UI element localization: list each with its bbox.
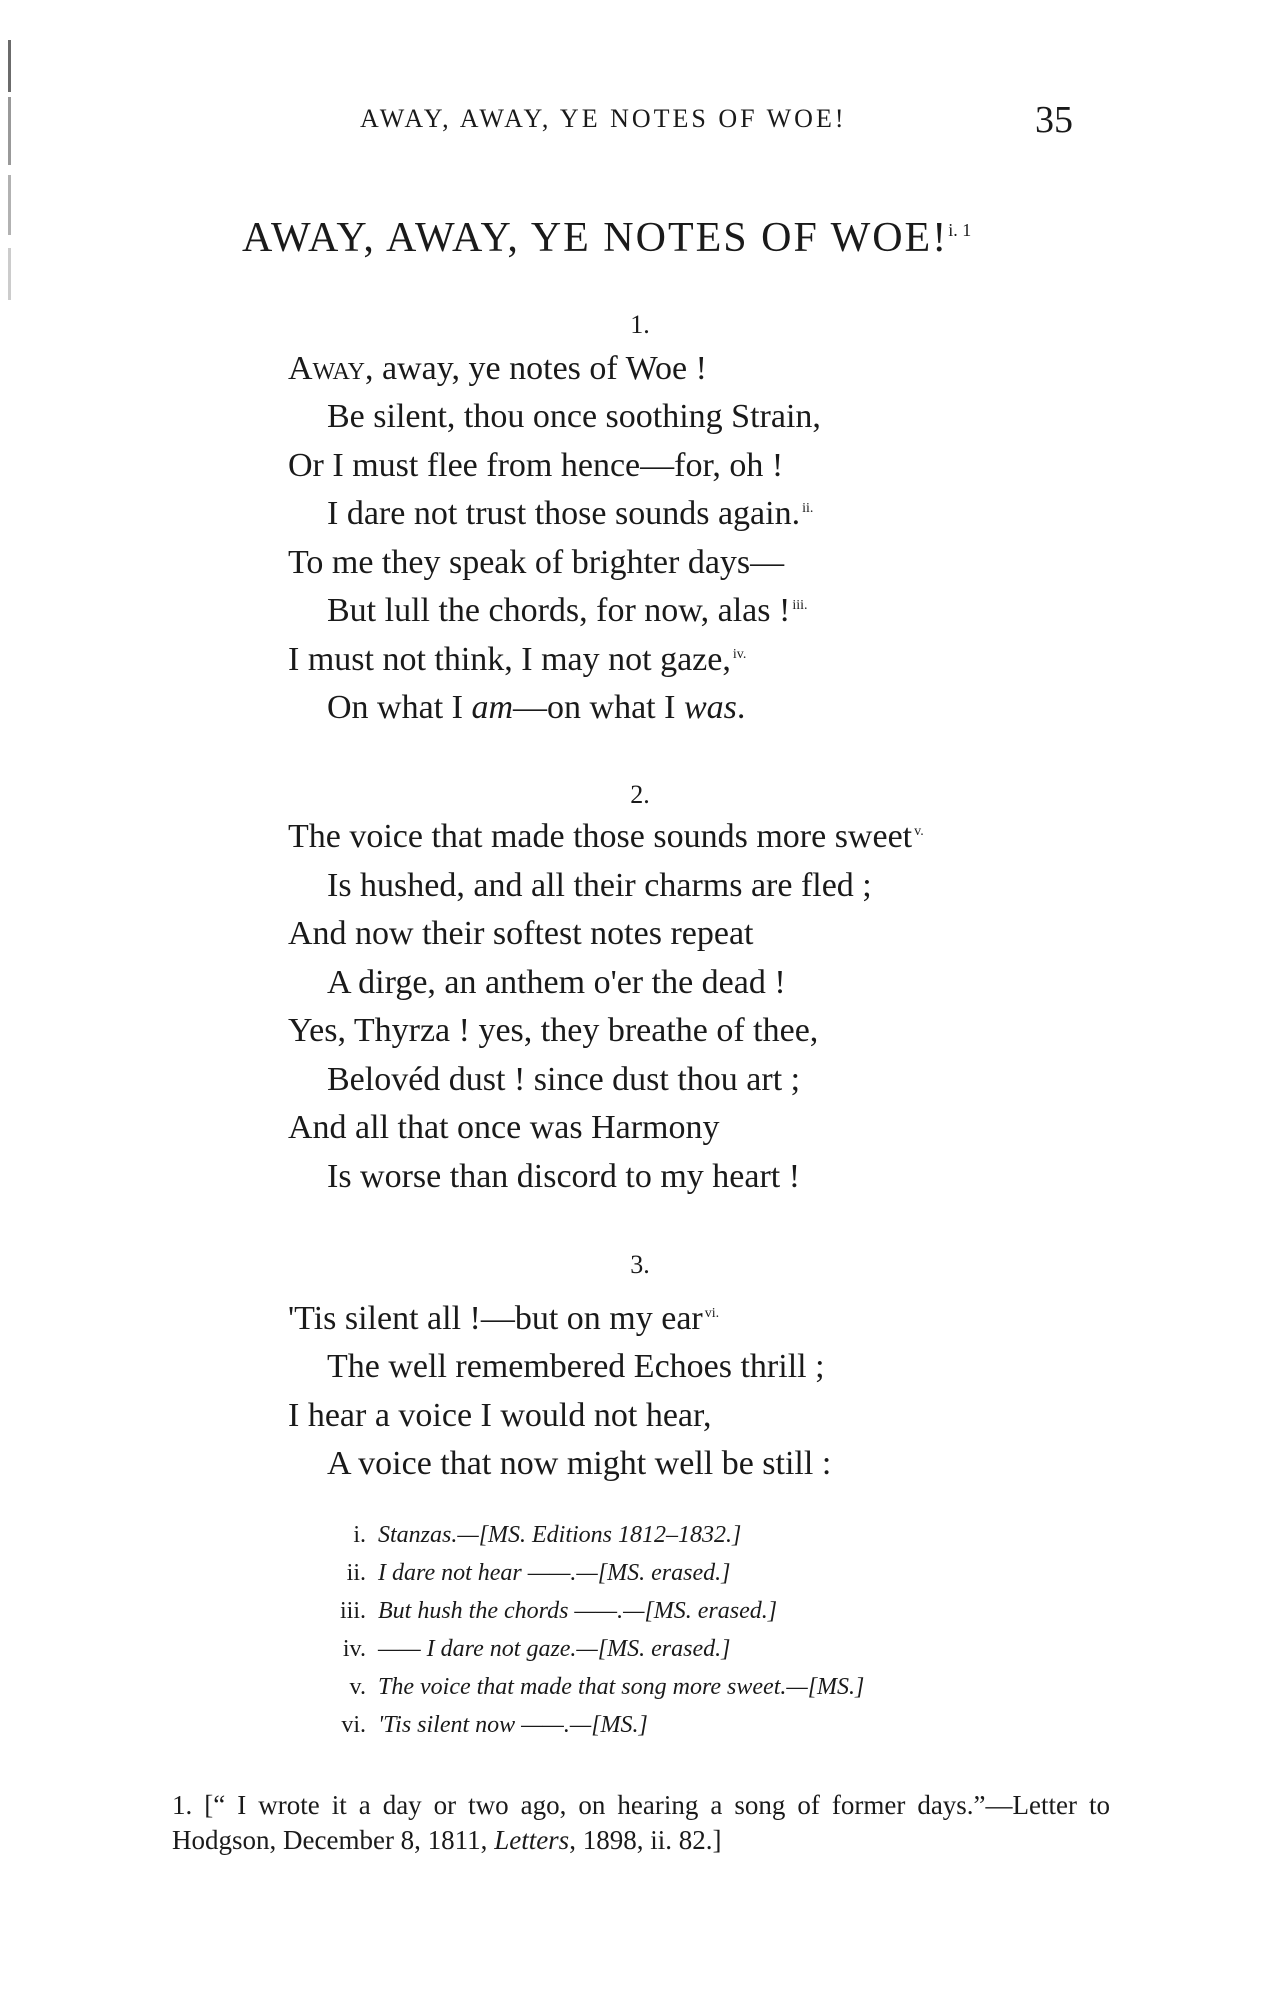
- poem-line: [288, 818, 924, 856]
- variant-number: i.: [353, 1522, 366, 1548]
- variant-number: v.: [349, 1674, 366, 1700]
- poem-line-text: away, ye notes of Woe !: [373, 350, 707, 387]
- poem-line: [288, 915, 754, 953]
- variant-text: The voice that made that song more sweet.—[MS.]: [378, 1674, 865, 1700]
- poem-line-text: Yes, Thyrza ! yes, they breathe of thee,: [288, 1012, 819, 1049]
- poem-line-text: I dare not trust those sounds again.: [327, 495, 801, 532]
- poem-line: [327, 1445, 831, 1483]
- poem-line: [327, 867, 872, 905]
- footnote-number: 1.: [172, 1790, 193, 1820]
- variant-text: Stanzas.—[MS. Editions 1812–1832.]: [378, 1522, 742, 1548]
- poem-line-text: To me they speak of brighter days—: [288, 544, 785, 581]
- poem-first-word: Away,: [288, 350, 374, 387]
- poem-line-text: Is worse than discord to my heart !: [327, 1158, 801, 1195]
- variant-note: [310, 1560, 730, 1587]
- poem-line-text: .: [736, 689, 746, 726]
- variant-number: ii.: [346, 1560, 366, 1586]
- poem-line: [288, 1397, 711, 1435]
- poem-line: [327, 592, 808, 630]
- variant-text: I dare not hear ——.—[MS. erased.]: [378, 1560, 731, 1586]
- poem-line-text: 'Tis silent all !—but on my ear: [288, 1300, 703, 1337]
- poem-line: [327, 689, 745, 727]
- poem-line: [288, 350, 707, 388]
- running-title: AWAY, AWAY, YE NOTES OF WOE!: [360, 104, 847, 133]
- stanza-number-1: 1.: [630, 310, 650, 339]
- poem-line-text: And all that once was Harmony: [288, 1109, 720, 1146]
- variant-mark: ii.: [802, 500, 814, 516]
- poem-line: [327, 1061, 800, 1099]
- poem-title-marks: i. 1: [948, 220, 972, 240]
- variant-mark: iv.: [732, 646, 747, 662]
- page-number: 35: [1035, 99, 1073, 141]
- variant-note: [310, 1712, 648, 1739]
- poem-line: [327, 398, 821, 436]
- poem-line: [327, 1158, 800, 1196]
- variant-number: vi.: [341, 1712, 366, 1738]
- poem-line: [288, 447, 783, 485]
- poem-line-text: Or I must flee from hence—for, oh !: [288, 447, 784, 484]
- variant-number: iii.: [339, 1598, 366, 1624]
- stanza-number-3: 3.: [630, 1250, 650, 1279]
- variant-text: But hush the chords ——.—[MS. erased.]: [378, 1598, 778, 1624]
- poem-line-text: The voice that made those sounds more sweet: [288, 818, 913, 855]
- poem-line-text: A voice that now might well be still :: [327, 1445, 832, 1482]
- variant-text: 'Tis silent now ——.—[MS.]: [378, 1712, 648, 1738]
- variant-number: iv.: [342, 1636, 366, 1662]
- poem-line-text: A dirge, an anthem o'er the dead !: [327, 964, 786, 1001]
- poem-title-text: AWAY, AWAY, YE NOTES OF WOE!: [242, 215, 949, 261]
- emphasis: was: [683, 689, 737, 726]
- poem-title: [242, 214, 971, 262]
- poem-line: [327, 495, 813, 533]
- variant-note: [310, 1522, 741, 1549]
- variant-text: —— I dare not gaze.—[MS. erased.]: [378, 1636, 731, 1662]
- page-header: [0, 99, 1266, 144]
- poem-line: [327, 964, 786, 1002]
- variant-note: [310, 1636, 730, 1663]
- poem-line-text: Is hushed, and all their charms are fled ;: [327, 867, 872, 904]
- binding-edge-mark: [8, 40, 11, 300]
- stanza-number-2: 2.: [630, 780, 650, 809]
- poem-line-text: But lull the chords, for now, alas !: [327, 592, 791, 629]
- variant-note: [310, 1674, 864, 1701]
- footnote-italic: Letters: [494, 1825, 570, 1855]
- footnote: [172, 1788, 1110, 1858]
- variant-mark: vi.: [704, 1305, 720, 1321]
- footnote-tail: , 1898, ii. 82.]: [569, 1825, 722, 1855]
- poem-line-text: The well remembered Echoes thrill ;: [327, 1348, 825, 1385]
- emphasis: am: [471, 689, 514, 726]
- poem-line: [288, 641, 746, 679]
- poem-line: [288, 1109, 720, 1147]
- poem-line: [288, 1012, 818, 1050]
- poem-line-text: Belovéd dust ! since dust thou art ;: [327, 1061, 801, 1098]
- variant-note: [310, 1598, 777, 1625]
- variant-mark: v.: [914, 823, 924, 839]
- poem-line-text: I must not think, I may not gaze,: [288, 641, 731, 678]
- poem-line-text: Be silent, thou once soothing Strain,: [327, 398, 821, 435]
- poem-line-text: On what I: [327, 689, 472, 726]
- poem-line-text: —on what I: [513, 689, 684, 726]
- poem-line-text: And now their softest notes repeat: [288, 915, 754, 952]
- variant-mark: iii.: [792, 597, 808, 613]
- poem-line-text: I hear a voice I would not hear,: [288, 1397, 712, 1434]
- poem-line: [288, 1300, 719, 1338]
- poem-line: [288, 544, 784, 582]
- footnote-text: [“ I wrote it a day or two ago, on hearing a song of former days.”—Letter to Hodgson, December 8, 1811,: [172, 1790, 1111, 1855]
- poem-line: [327, 1348, 825, 1386]
